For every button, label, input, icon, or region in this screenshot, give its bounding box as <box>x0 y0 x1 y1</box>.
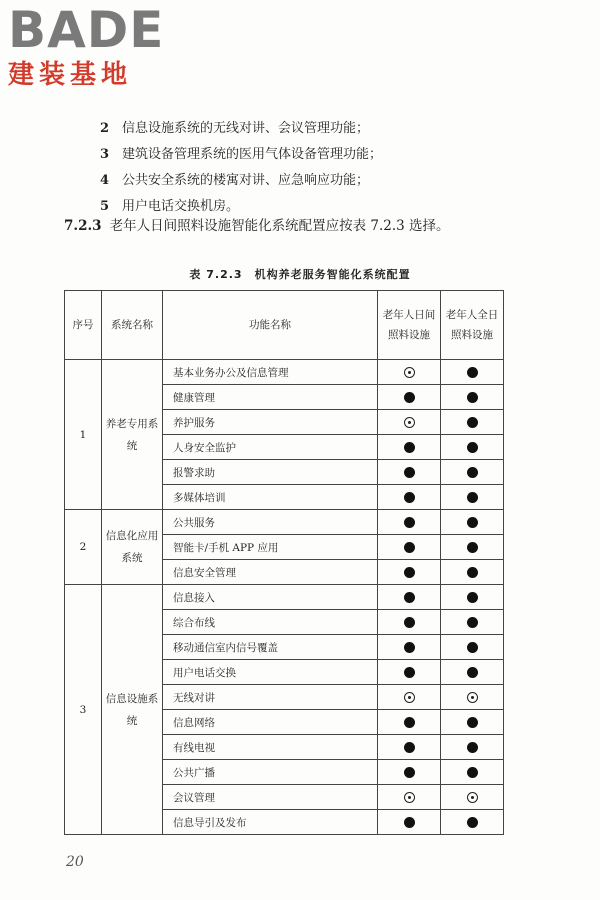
header-system: 系统名称 <box>102 291 163 360</box>
list-item-text: 公共安全系统的楼寓对讲、应急响应功能； <box>122 173 370 188</box>
full-care-mark <box>441 510 504 535</box>
day-care-mark <box>378 360 441 385</box>
function-name: 信息接入 <box>163 585 378 610</box>
filled-circle-icon <box>467 442 478 453</box>
function-name: 基本业务办公及信息管理 <box>163 360 378 385</box>
day-care-mark <box>378 585 441 610</box>
filled-circle-icon <box>467 817 478 828</box>
list-item <box>100 168 382 194</box>
function-name: 移动通信室内信号覆盖 <box>163 635 378 660</box>
dotted-circle-icon <box>467 692 478 703</box>
filled-circle-icon <box>404 717 415 728</box>
function-name: 养护服务 <box>163 410 378 435</box>
filled-circle-icon <box>404 617 415 628</box>
filled-circle-icon <box>467 567 478 578</box>
list-item-number: 3 <box>100 147 110 162</box>
filled-circle-icon <box>467 492 478 503</box>
filled-circle-icon <box>467 467 478 478</box>
clause-7-2-3 <box>64 214 534 238</box>
full-care-mark <box>441 785 504 810</box>
system-name: 养老专用系统 <box>102 360 163 510</box>
function-name: 信息安全管理 <box>163 560 378 585</box>
day-care-mark <box>378 485 441 510</box>
function-name: 健康管理 <box>163 385 378 410</box>
day-care-mark <box>378 460 441 485</box>
full-care-mark <box>441 685 504 710</box>
full-care-mark <box>441 385 504 410</box>
filled-circle-icon <box>404 392 415 403</box>
row-number: 2 <box>65 510 102 585</box>
dotted-circle-icon <box>404 792 415 803</box>
day-care-mark <box>378 735 441 760</box>
header-function: 功能名称 <box>163 291 378 360</box>
logo <box>8 1 165 91</box>
filled-circle-icon <box>467 617 478 628</box>
full-care-mark <box>441 635 504 660</box>
function-name: 用户电话交换 <box>163 660 378 685</box>
filled-circle-icon <box>404 667 415 678</box>
function-name: 信息导引及发布 <box>163 810 378 835</box>
table-row <box>65 360 504 385</box>
filled-circle-icon <box>467 742 478 753</box>
filled-circle-icon <box>467 392 478 403</box>
logo-text: BADE <box>8 1 165 59</box>
list-item-number: 4 <box>100 173 110 188</box>
list-item <box>100 142 382 168</box>
list-item-text: 建筑设备管理系统的医用气体设备管理功能； <box>122 147 383 162</box>
full-care-mark <box>441 660 504 685</box>
day-care-mark <box>378 710 441 735</box>
filled-circle-icon <box>404 817 415 828</box>
system-config-table <box>64 290 504 835</box>
filled-circle-icon <box>467 592 478 603</box>
filled-circle-icon <box>467 517 478 528</box>
day-care-mark <box>378 410 441 435</box>
dotted-circle-icon <box>404 367 415 378</box>
day-care-mark <box>378 510 441 535</box>
function-name: 多媒体培训 <box>163 485 378 510</box>
header-day-care: 老年人日间照料设施 <box>378 291 441 360</box>
filled-circle-icon <box>404 492 415 503</box>
function-name: 会议管理 <box>163 785 378 810</box>
dotted-circle-icon <box>467 792 478 803</box>
day-care-mark <box>378 385 441 410</box>
full-care-mark <box>441 560 504 585</box>
day-care-mark <box>378 560 441 585</box>
full-care-mark <box>441 410 504 435</box>
full-care-mark <box>441 710 504 735</box>
full-care-mark <box>441 535 504 560</box>
full-care-mark <box>441 435 504 460</box>
full-care-mark <box>441 460 504 485</box>
function-name: 综合布线 <box>163 610 378 635</box>
function-name: 报警求助 <box>163 460 378 485</box>
function-name: 无线对讲 <box>163 685 378 710</box>
filled-circle-icon <box>404 642 415 653</box>
filled-circle-icon <box>467 642 478 653</box>
day-care-mark <box>378 635 441 660</box>
header-full-care: 老年人全日照料设施 <box>441 291 504 360</box>
filled-circle-icon <box>404 592 415 603</box>
row-number: 3 <box>65 585 102 835</box>
system-name: 信息化应用系统 <box>102 510 163 585</box>
filled-circle-icon <box>467 367 478 378</box>
full-care-mark <box>441 485 504 510</box>
function-name: 公共广播 <box>163 760 378 785</box>
table-row <box>65 585 504 610</box>
clause-number: 7.2.3 <box>64 218 102 234</box>
function-name: 智能卡/手机 APP 应用 <box>163 535 378 560</box>
function-name: 信息网络 <box>163 710 378 735</box>
page-number: 20 <box>66 854 84 870</box>
filled-circle-icon <box>404 467 415 478</box>
dotted-circle-icon <box>404 692 415 703</box>
filled-circle-icon <box>467 767 478 778</box>
full-care-mark <box>441 810 504 835</box>
function-name: 人身安全监护 <box>163 435 378 460</box>
row-number: 1 <box>65 360 102 510</box>
day-care-mark <box>378 785 441 810</box>
full-care-mark <box>441 585 504 610</box>
full-care-mark <box>441 610 504 635</box>
table-caption: 表 7.2.3 机构养老服务智能化系统配置 <box>189 268 411 281</box>
function-name: 有线电视 <box>163 735 378 760</box>
full-care-mark <box>441 360 504 385</box>
filled-circle-icon <box>467 667 478 678</box>
logo-subtitle: 建装基地 <box>8 60 133 90</box>
system-name: 信息设施系统 <box>102 585 163 835</box>
filled-circle-icon <box>404 442 415 453</box>
day-care-mark <box>378 760 441 785</box>
full-care-mark <box>441 735 504 760</box>
day-care-mark <box>378 435 441 460</box>
filled-circle-icon <box>467 417 478 428</box>
day-care-mark <box>378 685 441 710</box>
header-no: 序号 <box>65 291 102 360</box>
requirement-list <box>100 116 382 220</box>
table-header-row <box>65 291 504 360</box>
filled-circle-icon <box>467 717 478 728</box>
table-row <box>65 510 504 535</box>
list-item <box>100 116 382 142</box>
list-item-text: 用户电话交换机房。 <box>122 199 240 214</box>
filled-circle-icon <box>404 567 415 578</box>
list-item-number: 2 <box>100 121 110 136</box>
function-name: 公共服务 <box>163 510 378 535</box>
clause-text: 老年人日间照料设施智能化系统配置应按表 7.2.3 选择。 <box>109 218 450 234</box>
filled-circle-icon <box>404 517 415 528</box>
day-care-mark <box>378 810 441 835</box>
full-care-mark <box>441 760 504 785</box>
filled-circle-icon <box>467 542 478 553</box>
day-care-mark <box>378 535 441 560</box>
day-care-mark <box>378 610 441 635</box>
filled-circle-icon <box>404 742 415 753</box>
dotted-circle-icon <box>404 417 415 428</box>
list-item-text: 信息设施系统的无线对讲、会议管理功能； <box>122 121 370 136</box>
filled-circle-icon <box>404 542 415 553</box>
list-item-number: 5 <box>100 199 110 214</box>
filled-circle-icon <box>404 767 415 778</box>
day-care-mark <box>378 660 441 685</box>
